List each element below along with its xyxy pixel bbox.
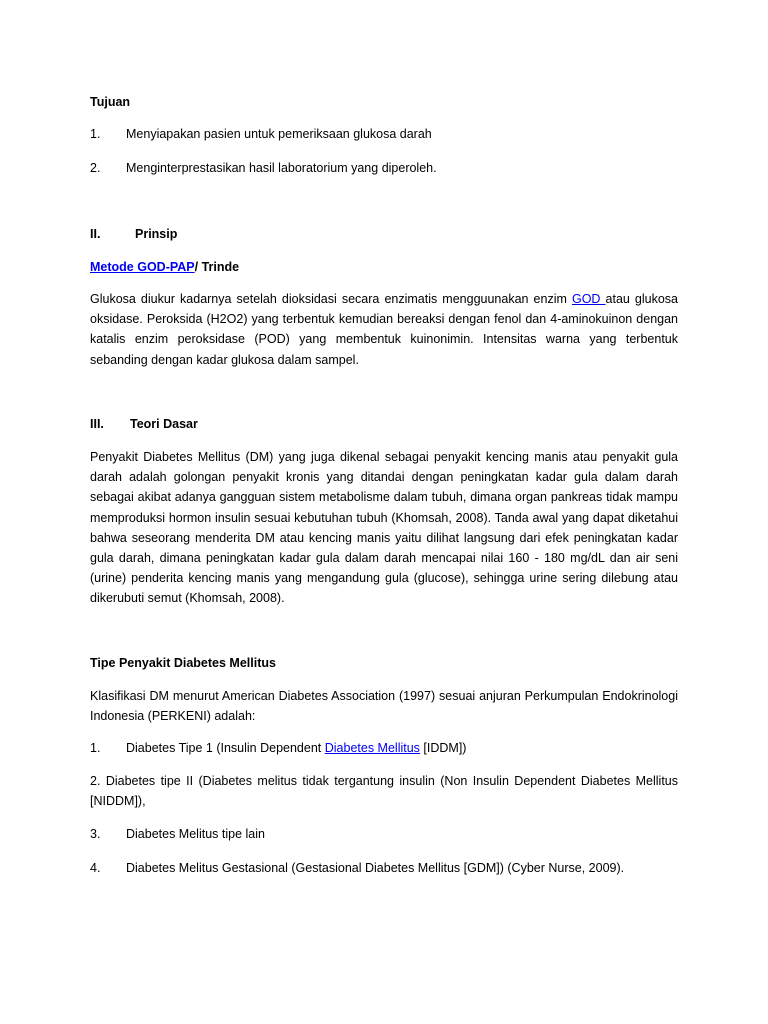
prinsip-num: II. [90, 227, 101, 241]
prinsip-heading [90, 224, 678, 244]
tipe-intro: Klasifikasi DM menurut American Diabetes Association (1997) sesuai anjuran Perkumpulan Endokrinologi Indonesia (PERKENI) adalah: [90, 689, 678, 724]
tujuan-item-1 [90, 124, 678, 144]
tujuan-item-2-text: Menginterprestasikan hasil laboratorium yang diperoleh. [126, 161, 437, 175]
tipe-item-4-num: 4. [90, 861, 101, 875]
tipe-item-3-num: 3. [90, 827, 101, 841]
tujuan-item-2 [90, 158, 678, 178]
tipe-item-4 [90, 858, 678, 878]
tipe-heading: Tipe Penyakit Diabetes Mellitus [90, 656, 276, 670]
teori-num: III. [90, 417, 104, 431]
tipe-item-1 [90, 738, 678, 758]
method-link[interactable]: Metode GOD-PAP [90, 260, 195, 274]
tujuan-item-2-num: 2. [90, 161, 101, 175]
prinsip-title: Prinsip [135, 227, 178, 241]
tujuan-item-1-text: Menyiapakan pasien untuk pemeriksaan glukosa darah [126, 127, 432, 141]
method-rest: / Trinde [194, 260, 240, 274]
tipe-item-3-text: Diabetes Melitus tipe lain [126, 827, 265, 841]
diabetes-mellitus-link[interactable]: Diabetes Mellitus [324, 741, 420, 755]
teori-heading [90, 414, 678, 434]
prinsip-para-before: Glukosa diukur kadarnya setelah dioksidasi secara enzimatis mengguunakan enzim [90, 292, 572, 306]
teori-paragraph: Penyakit Diabetes Mellitus (DM) yang juga dikenal sebagai penyakit kencing manis atau penyakit gula darah adalah golongan penyakit kronis yang ditandai dengan peningkatan kadar gula dalam darah sebagai akibat adanya gangguan sistem metabolisme dalam tubuh, dimana organ pankreas tidak mampu memproduksi hormon insulin sesuai kebutuhan tubuh (Khomsah, 2008). Tanda awal yang dapat diketahui bahwa seseorang menderita DM atau kencing manis yaitu dilihat langsung dari efek peningkatan kadar gula darah, dimana peningkatan kadar gula dalam darah mencapai nilai 160 - 180 mg/dL dan air seni (urine) penderita kencing manis yang mengandung gula (glucose), sehingga urine sering dilebung atau dikerubuti semut (Khomsah, 2008). [90, 450, 678, 606]
prinsip-para-after: atau glukosa oksidase. Peroksida (H2O2) yang terbentuk kemudian bereaksi dengan fenol dan 4-aminokuinon dengan katalis enzim peroksidase (POD) yang membentuk kuinonimin. Intensitas warna yang terbentuk sebanding dengan kadar glukosa dalam sampel. [90, 292, 678, 367]
tipe-item-2: 2. Diabetes tipe II (Diabetes melitus tidak tergantung insulin (Non Insulin Dependent Diabetes Mellitus [NIDDM]), [90, 774, 678, 809]
god-link[interactable]: GOD [571, 292, 606, 306]
tipe-item-1-after: [IDDM]) [419, 741, 467, 755]
tujuan-item-1-num: 1. [90, 127, 101, 141]
tipe-item-1-before: Diabetes Tipe 1 (Insulin Dependent [126, 741, 325, 755]
tipe-item-3 [90, 824, 678, 844]
teori-title: Teori Dasar [130, 417, 198, 431]
tipe-item-1-num: 1. [90, 741, 101, 755]
tujuan-heading: Tujuan [90, 95, 131, 109]
tipe-item-4-text: Diabetes Melitus Gestasional (Gestasional Diabetes Mellitus [GDM]) (Cyber Nurse, 2009). [126, 861, 625, 875]
prinsip-paragraph [90, 289, 678, 370]
method-line [90, 257, 678, 277]
